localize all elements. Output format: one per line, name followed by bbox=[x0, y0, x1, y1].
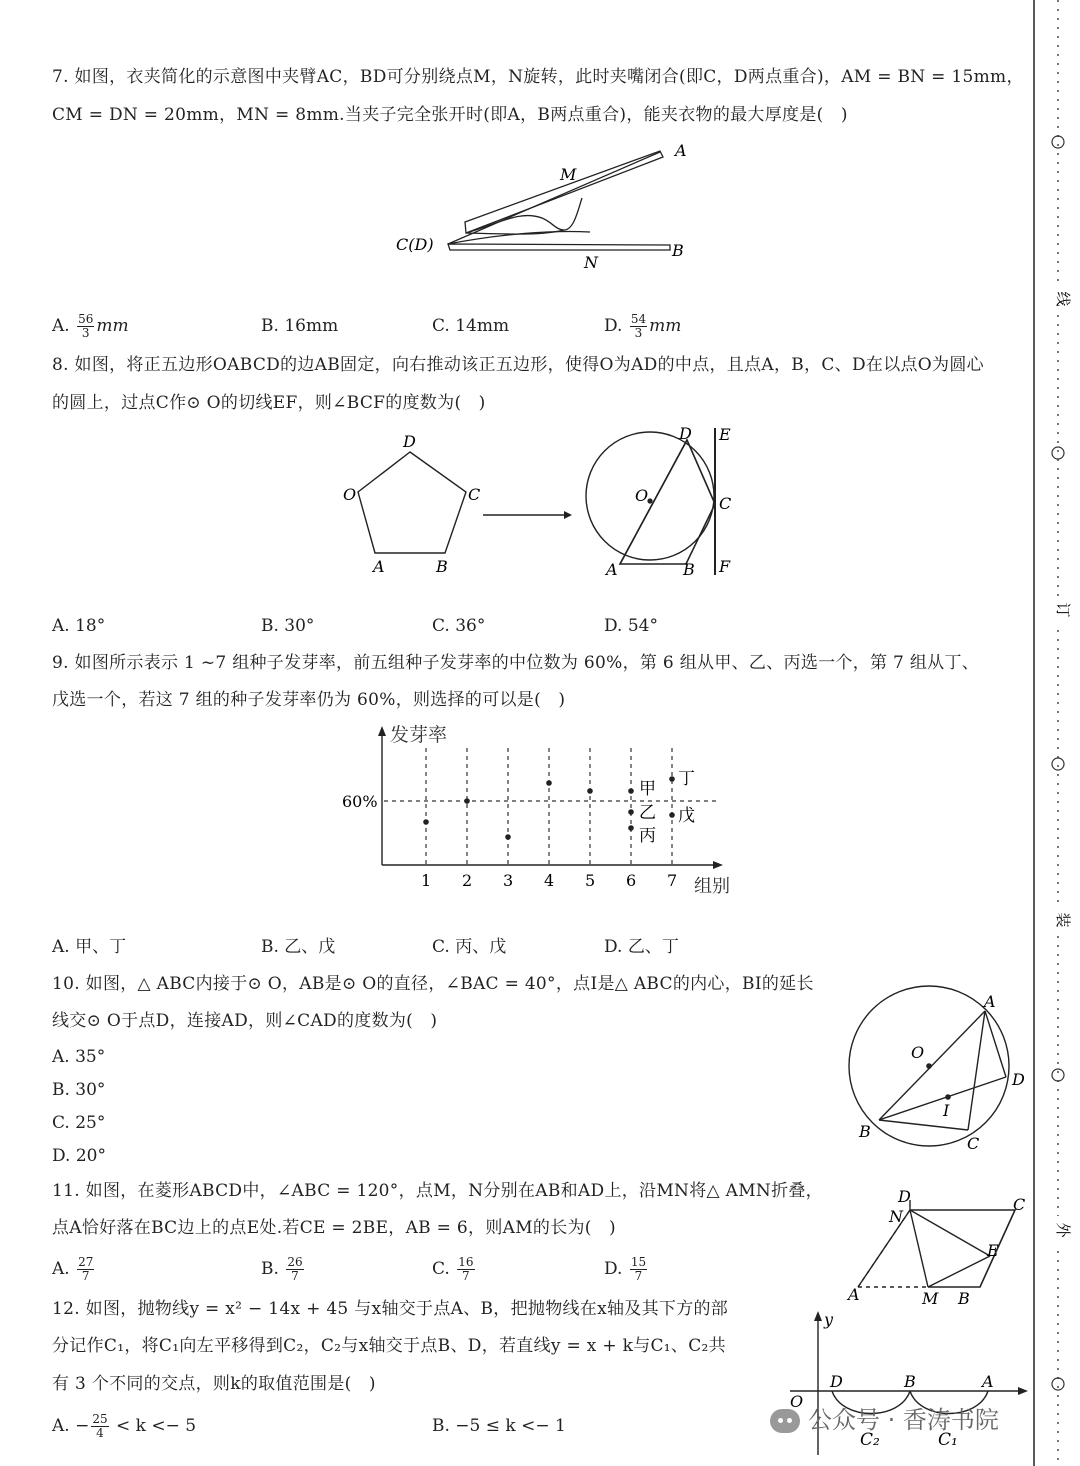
q7-option-c bbox=[432, 315, 509, 337]
q9-option-a: A. 甲、丁 bbox=[52, 937, 127, 957]
q12-label-y: y bbox=[824, 1310, 834, 1329]
q7-option-d-unit: mm bbox=[649, 316, 682, 336]
q11-option-a bbox=[52, 1256, 96, 1283]
q11-option-d-fraction bbox=[630, 1256, 647, 1283]
q12-option-b: B. −5 ≤ k <− 1 bbox=[432, 1416, 566, 1436]
binding-char-wai: 外 bbox=[1054, 1222, 1072, 1238]
q9-option-d: D. 乙、丁 bbox=[604, 937, 679, 957]
q11-option-b-fraction bbox=[286, 1256, 303, 1283]
q12-label-c1: C₁ bbox=[938, 1430, 958, 1450]
q11-text-line2: 点A恰好落在BC边上的点E处.若CE = 2BE，AB = 6，则AM的长为( ) bbox=[52, 1218, 616, 1238]
q8-label-o-right: O bbox=[635, 486, 649, 505]
q8-label-e: E bbox=[719, 425, 731, 444]
q12-label-b: B bbox=[904, 1372, 916, 1391]
q10-label-c: C bbox=[967, 1134, 980, 1153]
q10-figure bbox=[840, 980, 1040, 1160]
q8-label-a-right: A bbox=[606, 560, 618, 579]
q9-xtick-1: 1 bbox=[421, 871, 432, 890]
q8-label-c-right: C bbox=[719, 494, 732, 513]
q12-label-d: D bbox=[830, 1372, 843, 1391]
q8-label-d-right: D bbox=[679, 424, 692, 443]
q7-option-a-letter: A. bbox=[52, 316, 70, 336]
q10-label-i: I bbox=[943, 1101, 950, 1120]
q9-xtick-7: 7 bbox=[667, 871, 678, 890]
q7-option-d-letter: D. bbox=[604, 316, 623, 336]
q9-label-bing: 丙 bbox=[639, 826, 656, 846]
q8-text-line1: 8. 如图，将正五边形OABCD的边AB固定，向右推动该正五边形，使得O为AD的中点，且点A，B，C、D在以点O为圆心 bbox=[52, 355, 984, 375]
q8-label-b-right: B bbox=[683, 560, 695, 579]
q7-option-b-letter: B. bbox=[261, 316, 279, 336]
q10-label-a: A bbox=[984, 992, 996, 1011]
q11-option-b bbox=[261, 1256, 306, 1283]
q7-label-n: N bbox=[584, 253, 598, 272]
q9-option-c: C. 丙、戊 bbox=[432, 937, 507, 957]
q8-option-a: A. 18° bbox=[52, 616, 106, 636]
q11-text-line1: 11. 如图，在菱形ABCD中，∠ABC = 120°，点M，N分别在AB和AD上，沿MN将△ AMN折叠， bbox=[52, 1181, 823, 1201]
q9-text-line2: 戊选一个，若这 7 组的种子发芽率仍为 60%，则选择的可以是( ) bbox=[52, 690, 566, 710]
q9-label-ding: 丁 bbox=[678, 769, 695, 789]
q12-text-line1: 12. 如图，抛物线y = x² − 14x + 45 与x轴交于点A、B，把抛物线在x轴及其下方的部 bbox=[52, 1299, 729, 1319]
q9-ref-60: 60% bbox=[342, 792, 378, 811]
q12-option-a-fraction bbox=[91, 1413, 108, 1440]
q7-clip-figure bbox=[390, 138, 710, 278]
q7-option-c-letter: C. bbox=[432, 316, 450, 336]
q10-option-b: B. 30° bbox=[52, 1080, 106, 1100]
q11-option-a-den: 7 bbox=[81, 1269, 90, 1283]
q8-label-c-left: C bbox=[468, 485, 481, 504]
q7-label-cd: C(D) bbox=[396, 235, 434, 254]
q10-option-d: D. 20° bbox=[52, 1146, 106, 1166]
q11-option-a-fraction bbox=[77, 1256, 94, 1283]
q9-ylabel: 发芽率 bbox=[390, 724, 448, 746]
binding-char-ding: 订 bbox=[1054, 602, 1072, 618]
q7-label-m: M bbox=[560, 165, 577, 184]
q10-label-o: O bbox=[911, 1043, 925, 1062]
q11-option-c bbox=[432, 1256, 477, 1283]
q11-option-d-den: 7 bbox=[634, 1269, 643, 1283]
q12-option-a-prefix: A. − bbox=[52, 1416, 90, 1436]
q7-text-line2: CM = DN = 20mm，MN = 8mm.当夹子完全张开时(即A，B两点重合)，能夹衣物的最大厚度是( ) bbox=[52, 105, 848, 125]
q7-option-d-num: 54 bbox=[630, 312, 647, 326]
q7-label-b: B bbox=[672, 241, 684, 260]
q8-label-f: F bbox=[719, 557, 731, 576]
q10-text-line1: 10. 如图，△ ABC内接于⊙ O，AB是⊙ O的直径，∠BAC = 40°，点I是△ ABC的内心，BI的延长 bbox=[52, 974, 814, 994]
q9-xtick-2: 2 bbox=[462, 871, 473, 890]
q12-text-line3: 有 3 个不同的交点，则k的取值范围是( ) bbox=[52, 1374, 376, 1394]
watermark bbox=[770, 1400, 999, 1435]
q7-option-a-fraction bbox=[77, 313, 94, 340]
q8-option-b: B. 30° bbox=[261, 616, 315, 636]
q11-option-b-letter: B. bbox=[261, 1259, 279, 1279]
q7-option-a-den: 3 bbox=[81, 326, 90, 340]
q11-figure bbox=[840, 1182, 1035, 1307]
q12-option-a bbox=[52, 1413, 196, 1440]
binding-char-zhuang: 装 bbox=[1054, 912, 1072, 928]
q9-xlabel: 组别 bbox=[694, 876, 730, 897]
q9-text-line1: 9. 如图所示表示 1 ~7 组种子发芽率，前五组种子发芽率的中位数为 60%，第 6 组从甲、乙、丙选一个，第 7 组从丁、 bbox=[52, 653, 980, 673]
q9-label-yi: 乙 bbox=[639, 803, 656, 823]
q7-option-c-text: 14mm bbox=[455, 316, 510, 336]
q9-chart bbox=[330, 718, 750, 903]
q7-option-d-den: 3 bbox=[634, 326, 643, 340]
q9-xtick-4: 4 bbox=[544, 871, 555, 890]
q12-option-a-den: 4 bbox=[96, 1426, 104, 1440]
q9-xtick-6: 6 bbox=[626, 871, 637, 890]
q8-label-b-left: B bbox=[436, 557, 448, 576]
q7-option-d bbox=[604, 313, 681, 340]
q11-label-c: C bbox=[1013, 1195, 1026, 1214]
q7-label-a: A bbox=[675, 141, 687, 160]
q9-label-jia: 甲 bbox=[639, 779, 656, 799]
q7-option-a-num: 56 bbox=[78, 312, 94, 326]
q11-label-a: A bbox=[848, 1285, 860, 1304]
q9-label-wu: 戊 bbox=[678, 806, 695, 826]
q8-option-c: C. 36° bbox=[432, 616, 486, 636]
q12-option-a-suffix: < k <− 5 bbox=[110, 1416, 197, 1436]
q11-option-d-num: 15 bbox=[630, 1255, 647, 1269]
q7-option-b-text: 16mm bbox=[284, 316, 339, 336]
q9-xtick-5: 5 bbox=[585, 871, 596, 890]
q10-label-d: D bbox=[1012, 1070, 1025, 1089]
q8-pentagon-figure bbox=[330, 420, 750, 590]
watermark-text: 公众号 · 香涛书院 bbox=[808, 1406, 999, 1434]
q11-option-c-fraction bbox=[457, 1256, 474, 1283]
q11-option-a-num: 27 bbox=[78, 1255, 94, 1269]
q7-option-a bbox=[52, 313, 129, 340]
q11-option-b-num: 26 bbox=[287, 1255, 303, 1269]
q11-option-d bbox=[604, 1256, 649, 1283]
q10-option-a: A. 35° bbox=[52, 1047, 106, 1067]
q11-option-b-den: 7 bbox=[291, 1269, 299, 1283]
q11-option-c-den: 7 bbox=[462, 1269, 470, 1283]
q10-option-c: C. 25° bbox=[52, 1113, 106, 1133]
q12-label-o: O bbox=[790, 1392, 804, 1411]
q10-label-b: B bbox=[859, 1122, 871, 1141]
q11-label-n: N bbox=[889, 1207, 903, 1226]
q8-label-d-left: D bbox=[403, 432, 416, 451]
q9-option-b: B. 乙、戊 bbox=[261, 937, 336, 957]
wechat-icon bbox=[770, 1409, 800, 1433]
binding-char-xian: 线 bbox=[1054, 291, 1072, 307]
q8-option-d: D. 54° bbox=[604, 616, 658, 636]
q7-text-line1: 7. 如图，衣夹简化的示意图中夹臂AC，BD可分别绕点M，N旋转，此时夹嘴闭合(即C，D两点重合)，AM = BN = 15mm， bbox=[52, 67, 1024, 87]
q10-text-line2: 线交⊙ O于点D，连接AD，则∠CAD的度数为( ) bbox=[52, 1011, 438, 1031]
q12-figure bbox=[780, 1305, 1030, 1465]
q12-text-line2: 分记作C₁，将C₁向左平移得到C₂，C₂与x轴交于点B、D，若直线y = x + k与C₁、C₂共 bbox=[52, 1336, 726, 1356]
q8-label-o-left: O bbox=[343, 485, 357, 504]
q12-option-a-num: 25 bbox=[92, 1412, 108, 1426]
q7-option-b bbox=[261, 315, 338, 337]
q11-option-a-letter: A. bbox=[52, 1259, 70, 1279]
q12-label-c2: C₂ bbox=[860, 1430, 880, 1450]
q12-label-a: A bbox=[982, 1372, 994, 1391]
binding-margin bbox=[1030, 0, 1080, 1466]
q11-option-c-letter: C. bbox=[432, 1259, 450, 1279]
q11-label-e: E bbox=[987, 1241, 999, 1260]
q11-option-d-letter: D. bbox=[604, 1259, 623, 1279]
q11-label-b: B bbox=[958, 1289, 970, 1307]
q11-label-m: M bbox=[922, 1289, 939, 1307]
q7-option-a-unit: mm bbox=[96, 316, 129, 336]
q7-option-d-fraction bbox=[630, 313, 647, 340]
q8-text-line2: 的圆上，过点C作⊙ O的切线EF，则∠BCF的度数为( ) bbox=[52, 393, 486, 413]
q11-option-c-num: 16 bbox=[458, 1255, 474, 1269]
q11-label-d: D bbox=[898, 1187, 911, 1206]
q9-xtick-3: 3 bbox=[503, 871, 514, 890]
q8-label-a-left: A bbox=[373, 557, 385, 576]
